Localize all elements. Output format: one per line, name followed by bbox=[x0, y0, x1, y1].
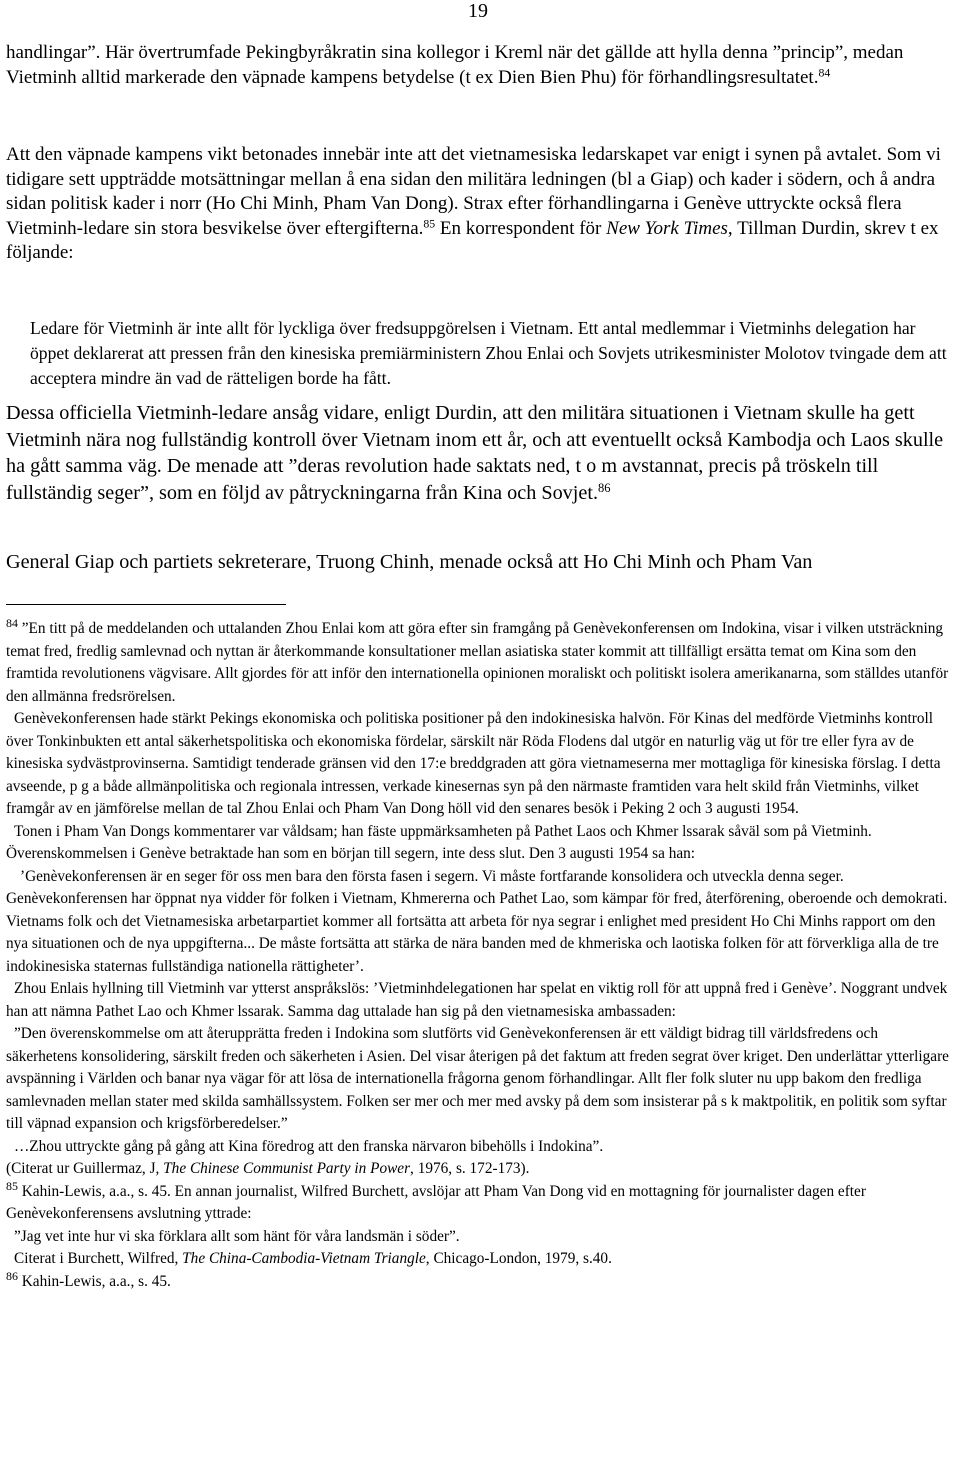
paragraph-giap: General Giap och partiets sekreterare, Truong Chinh, menade också att Ho Chi Minh och Pham Van bbox=[6, 551, 813, 573]
footnote-text: Kahin-Lewis, a.a., s. 45. bbox=[17, 1272, 171, 1290]
footnote-mark-84: 84 bbox=[6, 616, 18, 631]
citation-text: , Chicago-London, 1979, s.40. bbox=[425, 1250, 612, 1267]
footnote-text: Zhou Enlais hyllning till Vietminh var ytterst anspråkslös: ’Vietminhdelegationen har spelat en viktig roll för att uppnå fred i Genève’. Noggrant undvek han att nämna Pathet Lao och Khmer lssarak. Samma dag uttalade han sig på den vietnamesiska ambassaden: bbox=[6, 980, 948, 1020]
paragraph-disagreement bbox=[6, 143, 946, 266]
footnote-separator bbox=[6, 604, 286, 605]
footnote-85 bbox=[6, 1178, 951, 1226]
citation-text: , 1976, s. 172-173). bbox=[410, 1160, 530, 1177]
footnote-citation bbox=[6, 1248, 951, 1271]
footnote-ref-86[interactable]: 86 bbox=[598, 480, 611, 495]
footnotes bbox=[6, 618, 951, 1293]
citation-text: (Citerat ur Guillermaz, J, bbox=[6, 1160, 164, 1177]
footnote-mark-86: 86 bbox=[6, 1268, 18, 1283]
book-title: The China-Cambodia-Vietnam Triangle bbox=[182, 1250, 426, 1267]
paragraph-text: Dessa officiella Vietminh-ledare ansåg vidare, enligt Durdin, att den militära situationen i Vietnam skulle ha gett Vietminh nära nog fullständig kontroll över Vietnam inom ett år, och att eventuellt också Kambodja och Laos skulle ha gått samma väg. De menade att ”deras revolution hade saktats ned, t o m avstannat, precis på tröskeln till fullständig seger”, som en följd av påtryckningarna från Kina och Sovjet. bbox=[6, 402, 944, 504]
footnote-ref-84[interactable]: 84 bbox=[818, 66, 831, 80]
paragraph-text: En korrespondent för bbox=[435, 217, 607, 239]
paragraph-intro bbox=[6, 41, 946, 90]
book-title: The Chinese Communist Party in Power bbox=[163, 1160, 411, 1177]
footnote-text: Genèvekonferensen hade stärkt Pekings ekonomiska och politiska positioner på den indokinesiska halvön. För Kinas del medförde Vietminhs kontroll över Tonkinbukten ett antal säkerhetspolitiska och ekonomiska fördelar, särskilt när Röda Flodens dal utgör en naturlig väg ut för tre eller fyra av de kinesiska sydvästprovinserna. Samtidigt tenderade gränsen vid den 17:e breddgraden att göra vietnameserna mer mottagliga för kinesiska förslag. I detta avseende, p g a både allmänpolitiska och regionala intressen, verkade kinesernas syn på den närmaste framtiden vara helt skild från Vietminhs, vilket framgår av en jämförelse mellan de tal Zhou Enlai och Pham Van Dong höll vid den senares besök i Peking 2 och 3 augusti 1954. bbox=[6, 710, 941, 817]
footnote-text: Tonen i Pham Van Dongs kommentarer var våldsam; han fäste uppmärksamheten på Pathet Laos och Khmer lssarak såväl som på Vietminh. Överenskommelsen i Genève betraktade han som en början till segern, inte dess slut. Den 3 augusti 1954 sa han: bbox=[6, 822, 872, 862]
footnote-text: Kahin-Lewis, a.a., s. 45. En annan journalist, Wilfred Burchett, avslöjar att Pham Van Dong vid en mottagning för journalister dagen efter Genèvekonferensens avslutning yttrade: bbox=[6, 1182, 866, 1222]
citation-text: Citerat i Burchett, Wilfred, bbox=[14, 1250, 183, 1267]
footnote-citation bbox=[6, 1158, 951, 1181]
footnote-quote: ”Den överenskommelse om att återupprätta freden i Indokina som slutförts vid Genèvekonferensen är ett väldigt bidrag till världsfredens och säkerhetens konsolidering, särskilt freden och säkerheten i Asien. Del visar återigen på det faktum att freden segrat över kriget. Den underlättar ytterligare avspänning i Världen och banar nya vägar för att lösa de internationella frågorna genom förhandlingar. Allt fler folk sluter nu upp bakom den fredliga samlevnaden mellan stater med skilda samhällssystem. Folken ser mer och mer med avsky på dem som insisterar på s k maktpolitik, en politik som syftar till väpnad expansion och krigsförberedelser.” bbox=[6, 1025, 949, 1132]
paragraph-durdin bbox=[6, 400, 951, 506]
block-quote: Ledare för Vietminh är inte allt för lyckliga över fredsuppgörelsen i Vietnam. Ett antal medlemmar i Vietminhs delegation har öppet deklarerat att pressen från den kinesiska premiärministern Zhou Enlai och Sovjets utrikesminister Molotov tvingade dem att acceptera mindre än vad de rätteligen borde ha fått. bbox=[30, 318, 947, 389]
newspaper-title: New York Times bbox=[606, 217, 728, 239]
footnote-mark-85: 85 bbox=[6, 1178, 18, 1193]
footnote-ref-85[interactable]: 85 bbox=[423, 217, 436, 231]
footnote-quote: ’Genèvekonferensen är en seger för oss men bara den första fasen i segern. Vi måste fortfarande konsolidera och utveckla denna seger. Genèvekonferensen har öppnat nya vidder för folken i Vietnam, Khmererna och Pathet Lao, som kämpar för fred, återförening, oberoende och demokrati. Vietnams folk och det Vietnamesiska arbetarpartiet kommer all fortsätta att arbeta för nya segrar i enlighet med president Ho Chi Minhs rapport om den nya situationen och de nya uppgifterna... De måste fortsätta att stärka de nära banden med de khmeriska och laotiska folken för att förverkliga alla de tre indokinesiska staternas fullständiga nationella rättigheter’. bbox=[6, 867, 948, 975]
footnote-text: …Zhou uttryckte gång på gång att Kina föredrog att den franska närvaron bibehölls i Indokina”. bbox=[14, 1137, 604, 1155]
footnote-quote: ”Jag vet inte hur vi ska förklara allt som hänt för våra landsmän i söder”. bbox=[14, 1227, 460, 1245]
paragraph-text: handlingar”. Här övertrumfade Pekingbyråkratin sina kollegor i Kreml när det gällde att hylla denna ”princip”, medan Vietminh alltid markerade den väpnade kampens betydelse (t ex Dien Bien Phu) för förhandlingsresultatet. bbox=[6, 42, 904, 88]
footnote-84 bbox=[6, 618, 951, 708]
page-number: 19 bbox=[468, 0, 488, 22]
paragraph-text: Att den väpnade kampens vikt betonades innebär inte att det vietnamesiska ledarskapet var enigt i synen på avtalet. Som vi tidigare sett uppträdde motsättningar mellan å ena sidan den militära ledningen (bl a Giap) och kader i södern, och å andra sidan politisk kader i norr (Ho Chi Minh, Pham Van Dong). Strax efter förhandlingarna i Genève uttryckte också flera Vietminh-ledare sin stora besvikelse över eftergifterna. bbox=[6, 144, 941, 239]
paragraph-text: , Tillman Durdin, skrev t ex följande: bbox=[6, 217, 939, 264]
footnote-text: ”En titt på de meddelanden och uttalanden Zhou Enlai kom att göra efter sin framgång på Genèvekonferensen om Indokina, visar i vilken utsträckning temat fred, fredlig samlevnad och nyttan är återkommande konsultationer mellan asiatiska stater kommit att tillfälligt ersätta temat om Kina som den framtida revolutionens vägvisare. Allt gjordes för att inför den internationella opinionen moraliskt och politiskt isolera amerikanarna, som ställdes utanför den allmänna fredsrörelsen. bbox=[6, 620, 949, 705]
footnote-86 bbox=[6, 1268, 951, 1294]
